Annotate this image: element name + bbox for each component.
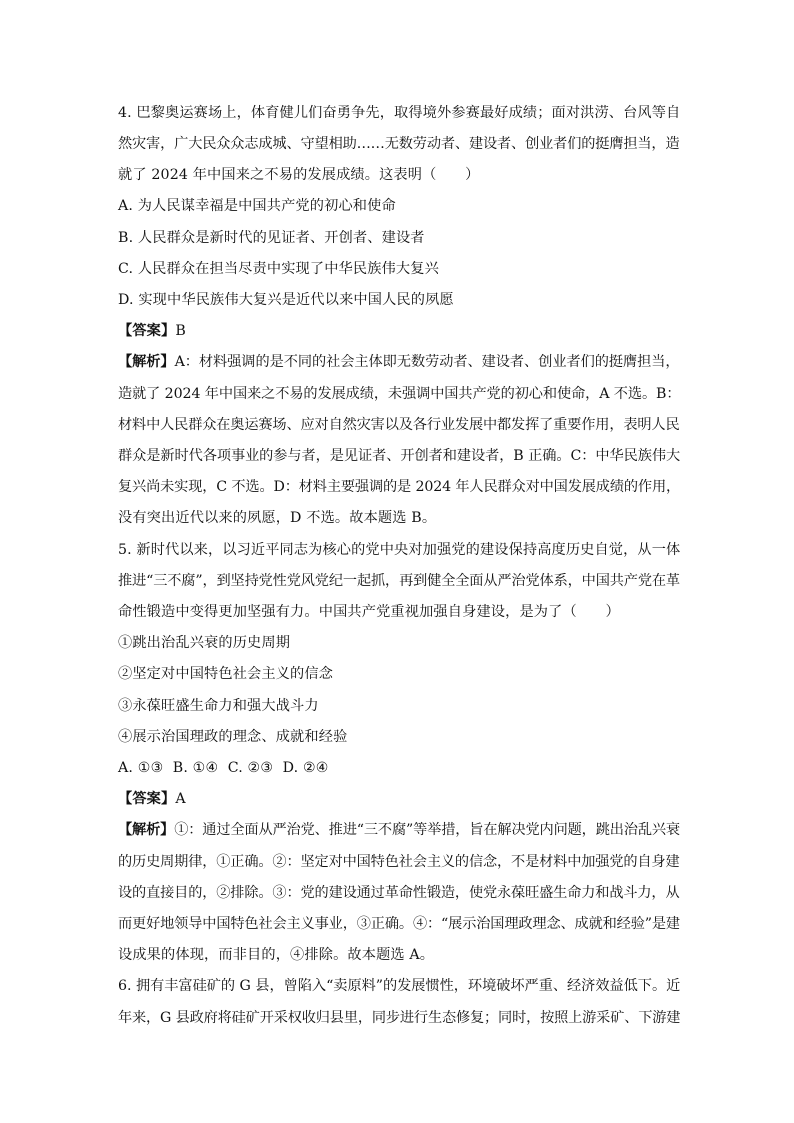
q4-stem-line-2: 然灾害，广大民众众志成城、守望相助……无数劳动者、建设者、创业者们的挺膺担当，造 <box>118 136 680 152</box>
q5-item-1: ①跳出治乱兴衰的历史周期 <box>118 635 291 651</box>
q5-analysis-line-1 <box>118 821 680 839</box>
q6-stem-line-1: 6. 拥有丰富硅矿的 G 县，曾陷入“卖原料”的发展惯性，环境破坏严重、经济效益低下。近 <box>118 978 681 994</box>
q5-analysis-label: 【解析】 <box>118 822 175 838</box>
q4-analysis-line-6: 没有突出近代以来的夙愿，D 不选。故本题选 B。 <box>118 510 437 526</box>
q4-option-a: A. 为人民谋幸福是中国共产党的初心和使命 <box>118 198 396 214</box>
q5-analysis-line-3: 设的直接目的，②排除。③：党的建设通过革命性锻造，使党永葆旺盛生命力和战斗力，从 <box>118 885 680 901</box>
q5-answer <box>118 790 186 808</box>
q5-item-3: ③永葆旺盛生命力和强大战斗力 <box>118 698 319 714</box>
q4-stem-line-3: 就了 2024 年中国来之不易的发展成绩。这表明（ ） <box>118 167 480 183</box>
q5-answer-label: 【答案】 <box>118 791 176 807</box>
q4-option-b: B. 人民群众是新时代的见证者、开创者、建设者 <box>118 230 425 246</box>
q4-option-c: C. 人民群众在担当尽责中实现了中华民族伟大复兴 <box>118 261 439 277</box>
q5-stem-line-1: 5. 新时代以来，以习近平同志为核心的党中央对加强党的建设保持高度历史自觉，从一体 <box>118 542 681 558</box>
q5-stem-line-3: 命性锻造中变得更加坚强有力。中国共产党重视加强自身建设，是为了（ ） <box>118 604 620 620</box>
q4-answer <box>118 322 186 340</box>
q4-analysis-line-1 <box>118 353 680 371</box>
q4-analysis-line-5: 复兴尚未实现，C 不选。D：材料主要强调的是 2024 年人民群众对中国发展成绩的作用， <box>118 479 681 495</box>
q5-options: A. ①③ B. ①④ C. ②③ D. ②④ <box>118 760 329 776</box>
q6-stem-line-2: 年来，G 县政府将硅矿开采权收归县里，同步进行生态修复；同时，按照上游采矿、下游建 <box>118 1010 681 1026</box>
q5-item-2: ②坚定对中国特色社会主义的信念 <box>118 666 334 682</box>
q4-analysis-line-3: 材料中人民群众在奥运赛场、应对自然灾害以及各行业发展中都发挥了重要作用，表明人民 <box>118 417 680 433</box>
q5-analysis-line-5: 设成果的体现，而非目的，④排除。故本题选 A。 <box>118 947 435 963</box>
q4-option-d: D. 实现中华民族伟大复兴是近代以来中国人民的夙愿 <box>118 292 454 308</box>
q4-analysis-line-4: 群众是新时代各项事业的参与者，是见证者、开创者和建设者，B 正确。C：中华民族伟大 <box>118 448 681 464</box>
q5-analysis-line-4: 而更好地领导中国特色社会主义事业，③正确。④：“展示治国理政理念、成就和经验”是建 <box>118 916 680 932</box>
q5-item-4: ④展示治国理政的理念、成就和经验 <box>118 729 348 745</box>
q4-answer-label: 【答案】 <box>118 323 176 339</box>
q4-analysis-text-1: A：材料强调的是不同的社会主体即无数劳动者、建设者、创业者们的挺膺担当， <box>174 354 680 370</box>
q5-answer-value: A <box>175 791 186 807</box>
q4-stem-line-1: 4. 巴黎奥运赛场上，体育健儿们奋勇争先，取得境外参赛最好成绩；面对洪涝、台风等自 <box>118 105 681 121</box>
q5-stem-line-2: 推进“三不腐”，到坚持党性党风党纪一起抓，再到健全全面从严治党体系，中国共产党在革 <box>118 573 680 589</box>
q5-analysis-text-1: ①：通过全面从严治党、推进“三不腐”等举措，旨在解决党内问题，跳出治乱兴衰 <box>174 822 680 838</box>
q4-analysis-label: 【解析】 <box>118 354 175 370</box>
q4-analysis-line-2: 造就了 2024 年中国来之不易的发展成绩，未强调中国共产党的初心和使命，A 不选。B： <box>118 386 681 402</box>
q5-analysis-line-2: 的历史周期律，①正确。②：坚定对中国特色社会主义的信念，不是材料中加强党的自身建 <box>118 854 680 870</box>
q4-answer-value: B <box>175 323 186 339</box>
